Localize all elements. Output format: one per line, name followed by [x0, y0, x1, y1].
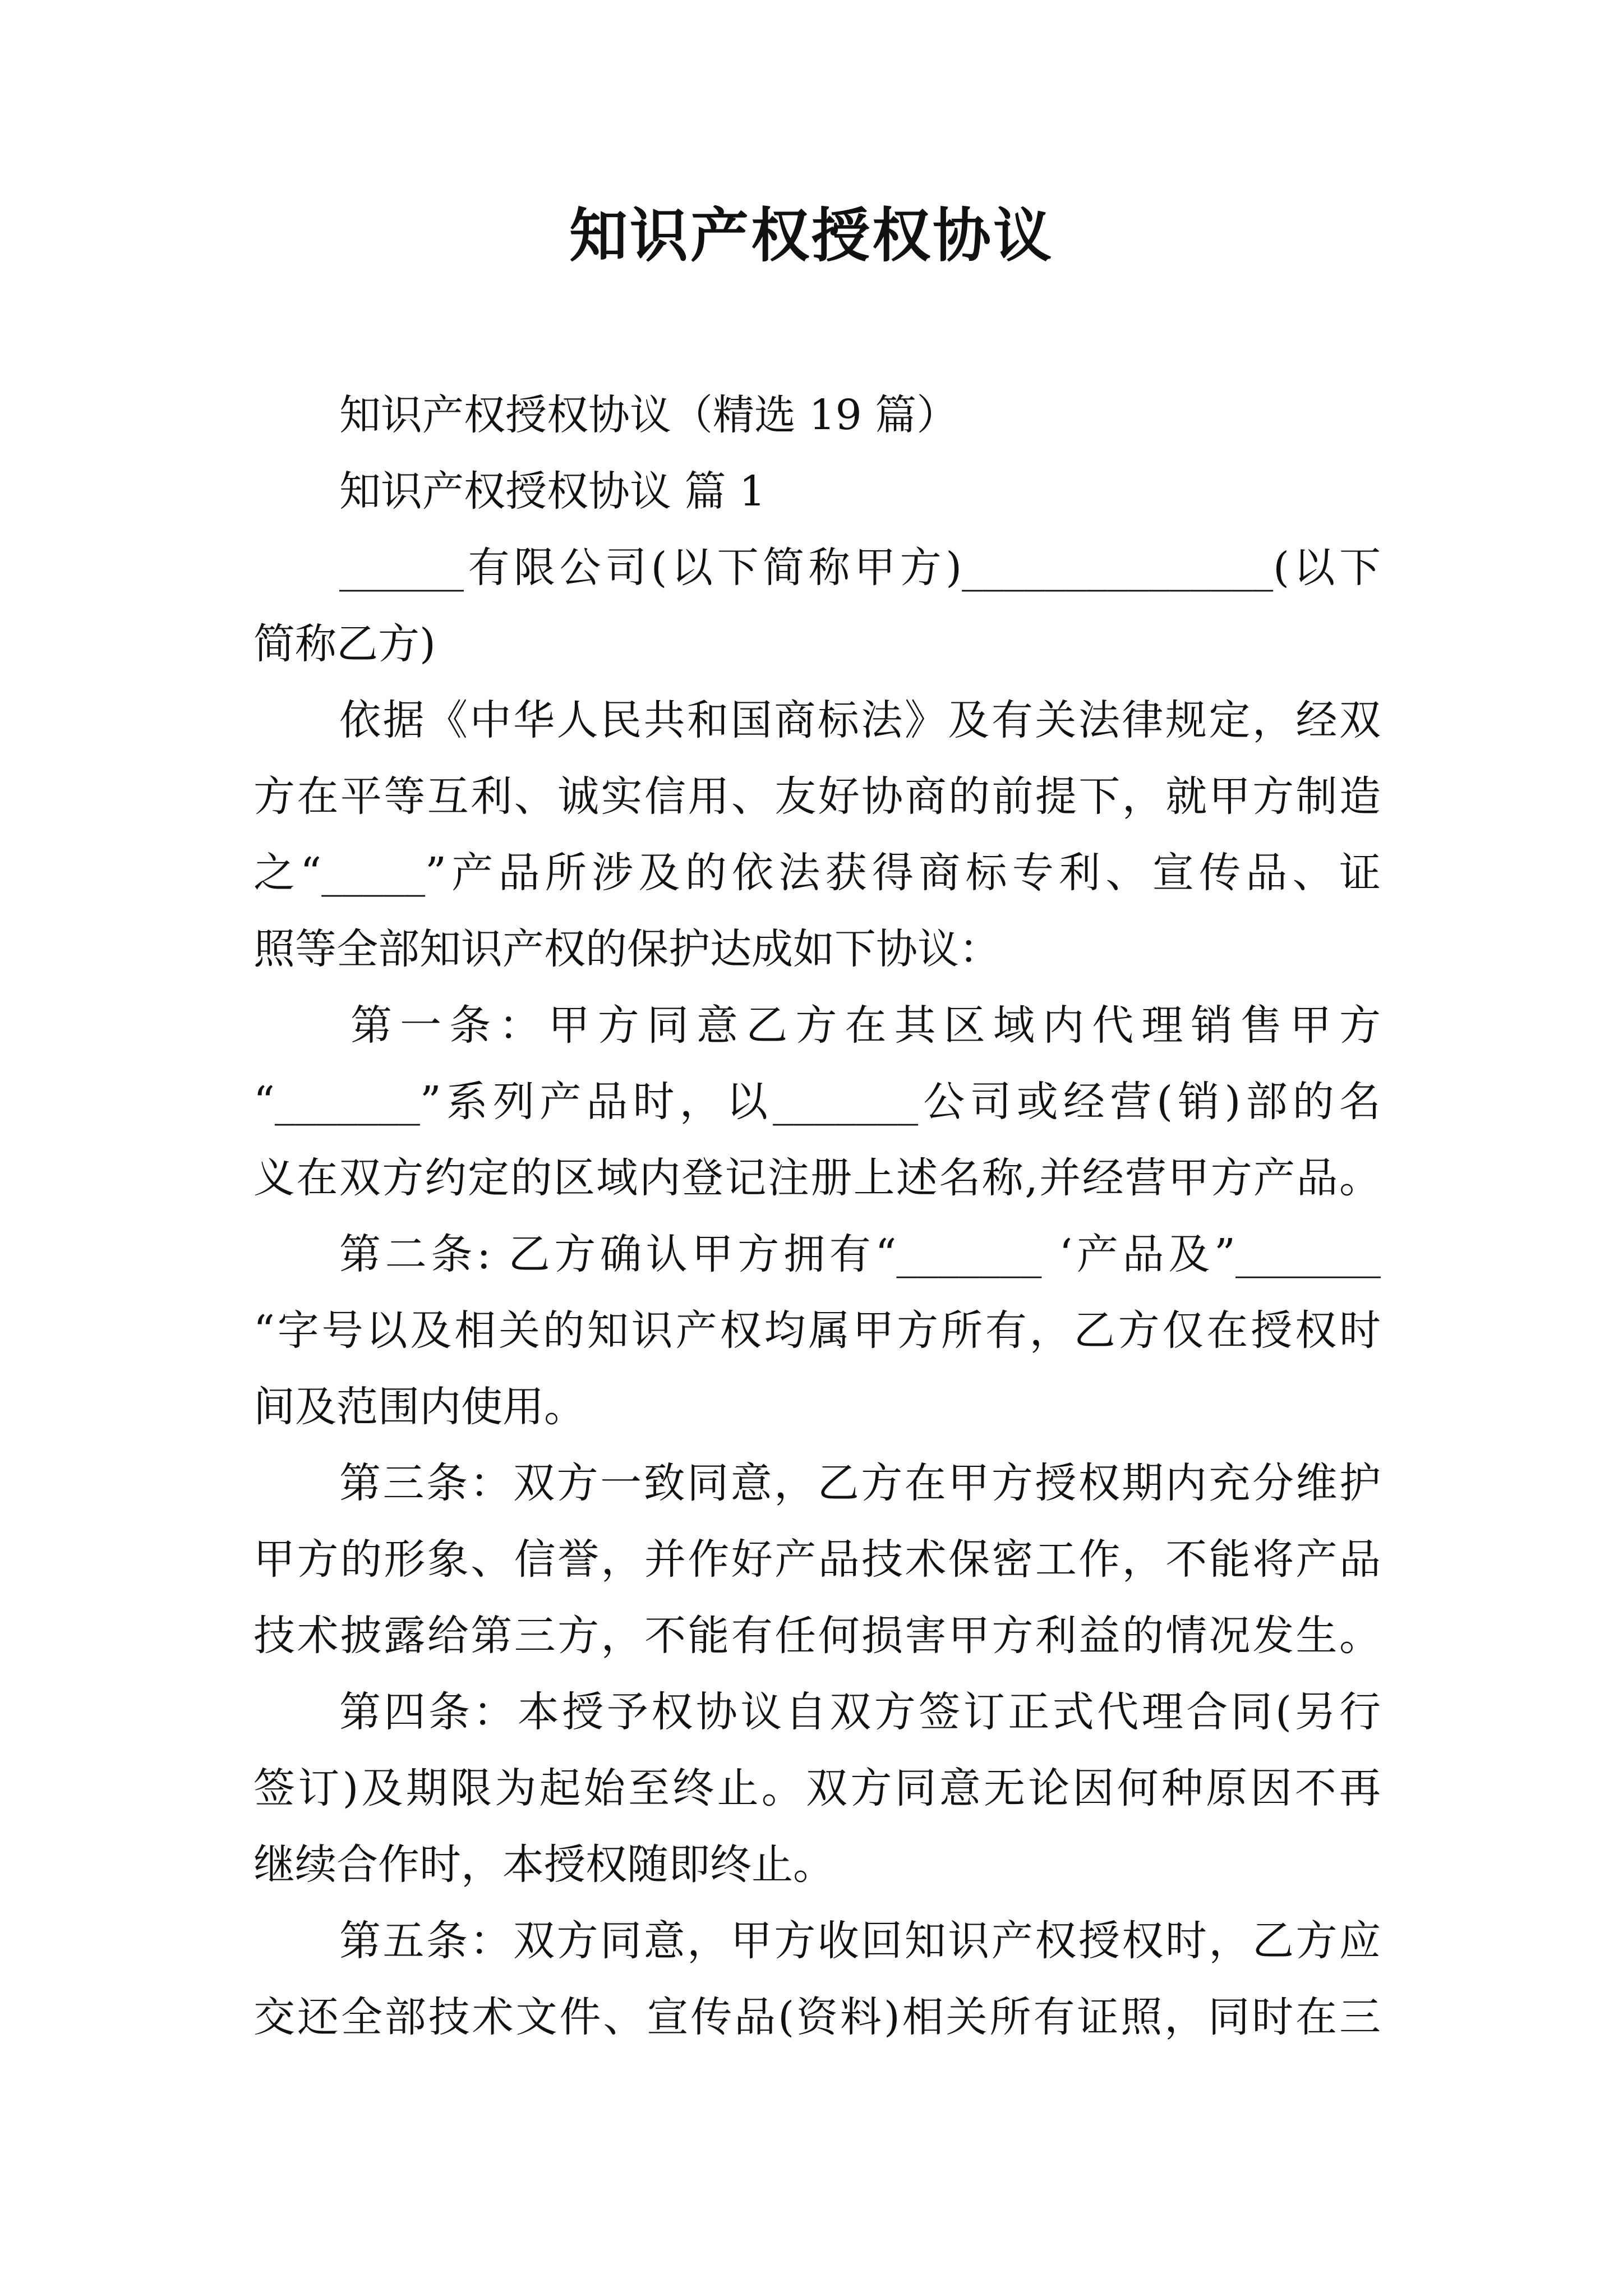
- paragraph-line: 第三条：双方一致同意，乙方在甲方授权期内充分维护: [339, 1459, 1381, 1507]
- paragraph-line: ______有限公司(以下简称甲方)_______________(以下: [339, 544, 1381, 592]
- section-heading: 知识产权授权协议 篇 1: [339, 467, 766, 516]
- paragraph-line: 义在双方约定的区域内登记注册上述名称,并经营甲方产品。: [253, 1154, 1381, 1202]
- paragraph-line: “字号以及相关的知识产权均属甲方所有，乙方仅在授权时: [253, 1306, 1381, 1355]
- paragraph-line: 技术披露给第三方，不能有任何损害甲方利益的情况发生。: [253, 1612, 1381, 1660]
- paragraph-line: 第一条：甲方同意乙方在其区域内代理销售甲方: [351, 1001, 1381, 1050]
- paragraph-line: 之“_____”产品所涉及的依法获得商标专利、宣传品、证: [253, 849, 1381, 897]
- paragraph-line: 间及范围内使用。: [253, 1383, 585, 1431]
- paragraph-line: 第四条：本授予权协议自双方签订正式代理合同(另行: [339, 1688, 1381, 1736]
- document-title: 知识产权授权协议: [569, 201, 1054, 270]
- paragraph-line: 方在平等互利、诚实信用、友好协商的前提下，就甲方制造: [253, 772, 1381, 821]
- subtitle-line: 知识产权授权协议（精选 19 篇）: [339, 391, 958, 439]
- paragraph-line: 简称乙方): [253, 620, 436, 668]
- paragraph-line: 签订)及期限为起始至终止。双方同意无论因何种原因不再: [253, 1764, 1381, 1812]
- paragraph-line: 照等全部知识产权的保护达成如下协议：: [253, 925, 1000, 973]
- paragraph-line: 第二条: 乙方确认甲方拥有“_______ ‘产品及”_______: [339, 1230, 1381, 1278]
- paragraph-line: 继续合作时，本授权随即终止。: [253, 1841, 834, 1889]
- paragraph-line: 交还全部技术文件、宣传品(资料)相关所有证照，同时在三: [253, 1993, 1381, 2041]
- paragraph-line: “_______”系列产品时，以_______公司或经营(销)部的名: [253, 1078, 1381, 1126]
- paragraph-line: 甲方的形象、信誉，并作好产品技术保密工作，不能将产品: [253, 1535, 1381, 1584]
- paragraph-line: 第五条：双方同意，甲方收回知识产权授权时，乙方应: [339, 1917, 1381, 1965]
- paragraph-line: 依据《中华人民共和国商标法》及有关法律规定，经双: [339, 696, 1381, 744]
